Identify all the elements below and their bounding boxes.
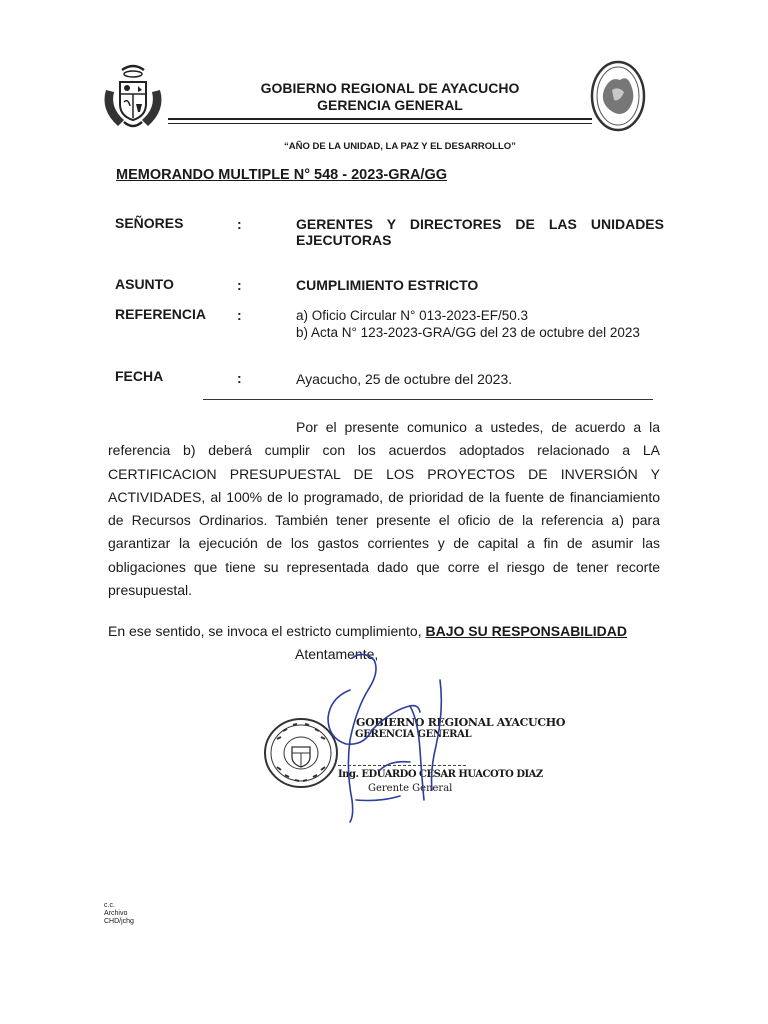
field-label-referencia: REFERENCIA <box>115 306 207 322</box>
field-label-fecha: FECHA <box>115 368 164 384</box>
closing-sentence <box>108 623 627 639</box>
signer-name: Ing. EDUARDO CESAR HUACOTO DIAZ <box>338 769 543 780</box>
field-value-asunto: CUMPLIMIENTO ESTRICTO <box>296 277 479 293</box>
field-colon: : <box>237 370 242 386</box>
org-department: GERENCIA GENERAL <box>317 97 463 113</box>
field-value-senores: GERENTES Y DIRECTORES DE LAS UNIDADES <box>296 216 664 232</box>
field-label-senores: SEÑORES <box>115 215 184 231</box>
header-rule-thin <box>168 123 592 124</box>
closing-emphasis: BAJO SU RESPONSABILIDAD <box>425 623 627 639</box>
handwritten-signature <box>260 650 480 830</box>
field-colon: : <box>237 216 242 232</box>
field-value-senores-line2: EJECUTORAS <box>296 232 392 248</box>
signer-role: Gerente General <box>368 783 453 794</box>
closing-text: En ese sentido, se invoca el estricto cumplimiento, <box>108 623 426 639</box>
memo-title: MEMORANDO MULTIPLE N° 548 - 2023-GRA/GG <box>116 167 448 183</box>
header-rule-thick <box>168 118 592 120</box>
field-label-asunto: ASUNTO <box>115 276 174 292</box>
field-value-referencia-a: a) Oficio Circular N° 013-2023-EF/50.3 <box>296 308 528 323</box>
field-value-referencia-b: b) Acta N° 123-2023-GRA/GG del 23 de octubre del 2023 <box>296 325 640 340</box>
regional-seal-logo <box>590 60 646 132</box>
field-colon: : <box>237 307 242 323</box>
cc-line: CHD/jchg <box>104 918 134 925</box>
section-divider <box>203 399 653 400</box>
regards: Atentamente, <box>295 646 379 662</box>
field-colon: : <box>237 277 242 293</box>
cc-line: Archivo <box>104 910 128 917</box>
coat-of-arms-logo <box>100 60 166 136</box>
org-name: GOBIERNO REGIONAL DE AYACUCHO <box>260 80 520 96</box>
stamp-org-name: GOBIERNO REGIONAL AYACUCHO <box>356 716 566 729</box>
year-motto: “AÑO DE LA UNIDAD, LA PAZ Y EL DESARROLLO” <box>284 141 516 152</box>
cc-line: c.c. <box>104 902 115 909</box>
stamp-department: GERENCIA GENERAL <box>355 729 472 740</box>
field-value-fecha: Ayacucho, 25 de octubre del 2023. <box>296 371 513 387</box>
copy-recipients <box>104 902 134 926</box>
body-paragraph: Por el presente comunico a ustedes, de acuerdo a la referencia b) deberá cumplir con los acuerdos adoptados relacionado a LA CERTIFICACION PRESUPUESTAL DE LOS PROYECTOS DE INVERSIÓN Y ACTIVIDADES, al 100% de lo programado, de prioridad de la fuente de financiamiento de Recursos Ordinarios. También tener presente el oficio de la referencia a) para garantizar la ejecución de los gastos corrientes y de capital a fin de asumir las obligaciones que tiene su representada dado que corre el riesgo de tener recorte presupuestal. <box>108 419 660 599</box>
